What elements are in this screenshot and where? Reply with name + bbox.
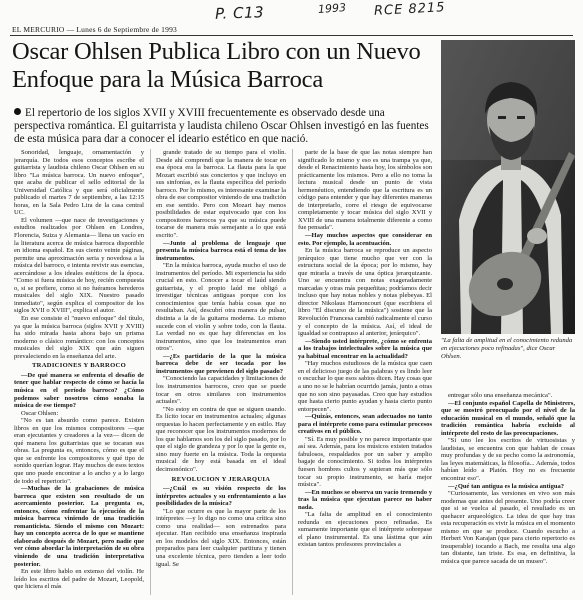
article-paragraph: "En la música barroca, ayuda mucho el uso de instrumentos del período. Mi experiencia ha sido crucial en esto. Conocer a tocar el laúd siendo guitarrista, y el propio laúd me obligó a investigar técnicas antiguas porque con los conocimientos que tenía había cosas que no resultaban. Así, descubrí otra manera de pulsar, distinta a la de la guitarra moderna. Lo mismo sucede con el violín y sobre todo, con la flauta. La verdad no es que hay diferencias en los instrumentos, sino que los instrumentos eran otros". bbox=[156, 262, 286, 353]
article-paragraph: parte de la base de que las notas siempre han significado lo mismo y eso es una trampa ya que, desde el Renacimiento hasta hoy, los símbolos son prácticamente los mismos. Pero a ello no toma la lectura musical desde un punto de vista hermenéutico, entendiendo que la escritura es un código para entender y que hay diferentes maneras de interpretarlo, corre el riesgo de equivocarse completamente y tocar música del siglo XVII y XVIII de una manera totalmente diferente a como fue pensada". bbox=[298, 149, 432, 232]
interview-question: —¿Cuál es su visión respecto de los intérpretes actuales y su enfrentamiento a las posibilidades de la música? bbox=[156, 485, 286, 508]
article-paragraph: En este libro hablo en extenso del violín. He leído los escritos del padre de Mozart, Leopold, que hiciera el más bbox=[14, 568, 144, 591]
interview-question: —Siendo usted intérprete, ¿cómo se enfrenta a los trabajos intelectuales sobre la música que ya habitual encontrar en la actualidad? bbox=[298, 337, 432, 360]
article-paragraph: "Lo que ocurre es que la mayor parte de los intérpretes —y lo digo no como una crítica sino como una realidad— son estrenados para ejecutar. Han recibido una enseñanza inspirada en los modelos del siglo XIX. Entonces, están preparados para leer cualquier partitura y tienen una excelente técnica, pero tienden a leer todo igual. Se bbox=[156, 507, 286, 568]
portrait-photo bbox=[441, 40, 575, 334]
article-paragraph: "Si uno lee los escritos de virtuosistas y laudistas, se encuentra con que hablan de cosas muy profundas y de su pecho como la astronomía, las leyes matemáticas, la filosofía... Además, todos habían leído a Platón. Hoy no es frecuente encontrar eso". bbox=[441, 437, 575, 483]
article-paragraph: "Conociendo las capacidades y limitaciones de los instrumentos barrocos, creo que se puede tocar en otros similares con instrumentos actuales". bbox=[156, 375, 286, 406]
interview-question: —De qué manera se enfrenta el desafío de tener que hablar respecto de cómo se hacía la música en el período barroco? ¿Cómo podemos saber nosotros cómo sonaba la música de ese tiempo? bbox=[14, 371, 144, 410]
article-column-2 bbox=[156, 149, 286, 595]
interview-question: —En muchos se observa un vacío tremendo y tras la música que ejecutan parece no haber nada. bbox=[298, 488, 432, 511]
column-divider bbox=[292, 149, 293, 595]
article-paragraph: "No estoy en contra de que se siguen usando. Es lícito tocar en instrumentos actuales; algunas orquestas lo hacen perfectamente y en estilo. Hay que reconocer que los instrumentos modernos de los que hablamos son los del siglo pasado, por lo que el siglo de grandeza y por lo que la gente es, sino muy fuerte en la música. Toda la orquesta musical de hoy está basada en el ideal decimonónico". bbox=[156, 405, 286, 473]
lead-text: El repertorio de los siglos XVII y XVIII frecuentemente es observado desde una perspectiva romántica. El guitarrista y laudista chileno Oscar Ohlsen investigó en las fuentes de esta música para dar a conocer el ideario estético en que nació. bbox=[14, 107, 429, 145]
portrait-illustration bbox=[441, 40, 575, 334]
section-subheading: REVOLUCION Y JERARQUIA bbox=[171, 475, 271, 483]
article-paragraph: entregar sólo una enseñanza mecánica". bbox=[448, 392, 553, 399]
interview-question: —¿Qué tan antigua es la música antigua? bbox=[448, 482, 565, 490]
article-column-1 bbox=[14, 149, 144, 595]
handwritten-page-number: P. C13 bbox=[214, 3, 265, 23]
article-paragraph: El volumen —que nace de investigaciones y estudios realizados por Ohlsen en Londres, Florencia, Suiza y Alemania— llena un vacío en la literatura acerca de música barroca disponible en idioma español. En sus ciento veinte páginas, permite una aproximación seria y novedosa a la música del barroco, e intenta revivir sus esencias, acercándose a los ideales estéticos de la época. "Como si fuera música de hoy, recién compuesta o, si se prefiere, como si no fuéramos herederos musicales del siglo XIX. Nuestro pasado inmediato", según explica el compositor de los siglos XVII o XVIII", explica el autor. bbox=[14, 216, 144, 315]
lead-paragraph bbox=[14, 107, 434, 146]
article-paragraph: "Hay muchos estudiosos de la música que caen en el delicioso juego de las palabras y es lindo leer o escuchar lo que esos sabios dicen. Hay cosas que a uno no se le habrían ocurrido jamás, junto a otras que no son sino payasadas. Creo que hay estudios que hasta cierto punto ayudan y hasta cierto punto entorpecen". bbox=[298, 360, 432, 413]
article-paragraph: Oscar Ohlsen: bbox=[21, 409, 59, 417]
article-paragraph: Sonoridad, lenguaje, ornamentación y jerarquía. De todos esos conceptos escribe el guitarrista y laudista chileno Oscar Ohlsen en su libro "La música barroca. Un nuevo enfoque", que acaba de publicar el sello editorial de la Universidad Católica y que será oficialmente publicado el martes 7 de septiembre, a las 12:15 horas, en la Sala Pedro Lira de la casa central UC. bbox=[14, 149, 144, 217]
masthead-rule bbox=[10, 35, 573, 36]
article-paragraph: "Sí. Es muy posible y no parece importante que así sea. Además, para los músicos existen tratados fabulosos, respaldados por un saber y amplio bagaje de conocimiento. Si todos los intérpretes fuesen hombres cultos y supieran más que sólo tocar su propio instrumento, se haría mejor música". bbox=[298, 435, 432, 489]
article-paragraph: grande tratado de su tiempo para el violín. Desde ahí comprendí que la manera de tocar en esa época era la barroca. La flauta para la que Mozart escribió sus conciertos y que incluyo en sus sinfonías, es la flauta específica del período barroco. Por lo mismo, es interesante examinar la obra de ese compositor viniendo de una tradición en ese sentido. Pero con Mozart hay menos posibilidades de estar equivocado que con los compositores barrocos ya que su música puede tocarse de manera más semejante a lo que está escrito". bbox=[156, 149, 286, 240]
interview-question: —Quizás, entonces, sean adecuados no tanto para el intérprete como para estimular procesos creativos en el público. bbox=[298, 413, 432, 436]
interview-question: —¿Es partidario de la que la música barroca debe de ser tocada por los instrumentos que provienen del siglo pasado? bbox=[156, 352, 286, 375]
interview-question: —Junto al problema de lenguaje que presenta la música barroca está el tema de los instrumentos. bbox=[156, 239, 286, 262]
interview-question: —Hay muchos aspectos que considerar en esto. Por ejemplo, la acentuación. bbox=[298, 232, 432, 247]
headline: Oscar Ohlsen Publica Libro con un Nuevo Enfoque para la Música Barroca bbox=[12, 38, 421, 93]
handwritten-reference: RCE 8215 bbox=[373, 0, 446, 19]
interview-question: —Muchas de la grabaciones de música barroca que existen son resultado de un acercamiento posterior. La pregunta es, entonces, cómo enfrentar la ejecución de la música barroca viniendo de una tradición romanticista. Siendo el mismo con Mozart: hay un concepto acerca de lo que se mantiene elaborado después de Mozart, pero nadie que ver cómo abordar la interpretación de su obra viniendo de una tradición interpretativa posterior. bbox=[14, 485, 144, 568]
masthead: EL MERCURIO — Lunes 6 de Septiembre de 1993 bbox=[12, 25, 177, 34]
article-column-3 bbox=[298, 149, 432, 595]
article-paragraph: "No es tan absurdo como parece. Existen libros en que los mismos compositores —que eran ejecutantes y creadores a la vez— dicen de qué manera los guitarristas que se tocaran sus obras. La pregunta es, entonces, cómo es que el que se enfrente los compositores y qué tipo de sonido querían lograr. Hay muchos de esos textos que uno puede encontrar a lo ancho y a lo largo de todo el repertorio". bbox=[14, 417, 144, 485]
column-divider bbox=[150, 149, 151, 595]
bullet-icon bbox=[14, 108, 21, 115]
article-paragraph: "Curiosamente, las versiones en vivo son más modernas que antes del presente. Uno podría creer que si se vuelca al pasado, el resultado es un quehacer arqueológico. La idea de que hay tras esta recuperación es vivir la música en el momento mismo en que se produce. Cuando escucho a Herbert Von Karajan (que para cierto repertorio es insuperable) tocando a Bach, me resulta una algo tan distante, tan triste. Es esa, en definitiva, la música que parece sacada de un museo". bbox=[441, 490, 575, 566]
article-paragraph: "La falta de amplitud en el conocimiento redunda en ejecuciones poco refinadas. Es sumamente importante que el intérprete sobrepase el plano instrumental. Es una lástima que aún existan tantos profesores provinciales a bbox=[298, 511, 432, 549]
article-paragraph: En la música barroca se reproduce un aspecto jerárquico que tiene mucho que ver con la estructura social de la época; por lo mismo, hay que mirarla a través de una óptica jerarquizante. Uno se encuentra con notas exageradamente marcadas y otras más pequeñitas; podríamos decir incluso que hay notas nobles y notas plebeyas. El director Nikolaus Harnoncourt (que escribiera el libro "El discurso de la música") sostiene que la Revolución Francesa cambió radicalmente el curso y el concepto de la música. Así, el ideal de igualdad se contrapuso al anterior, jerárquico". bbox=[298, 247, 432, 338]
handwritten-year: 1993 bbox=[317, 1, 347, 16]
article-column-4 bbox=[441, 392, 575, 595]
section-subheading: TRADICIONES Y BARROCO bbox=[31, 362, 127, 370]
article-paragraph: En ese consiste el "nuevo enfoque" del título, ya que la música barroca (siglos XVII y XVIII) ha sido mirada hasta ahora bajo un prisma moderno o clásico romántico: con los conceptos musicales del siglo XIX que aún siguen prevaleciendo en la enseñanza del arte. bbox=[14, 315, 144, 360]
photo-caption: "La falta de amplitud en el conocimiento redunda en ejecuciones poco refinadas", dice Oscar Ohlsen. bbox=[441, 337, 573, 360]
interview-question: —El conjunto español Capella de Ministrers, que se mostró preocupado por el nivel de la educación musical en el mundo, señaló que la tradición romántica habría excluido al intérprete del resto de las preocupaciones. bbox=[441, 399, 575, 437]
